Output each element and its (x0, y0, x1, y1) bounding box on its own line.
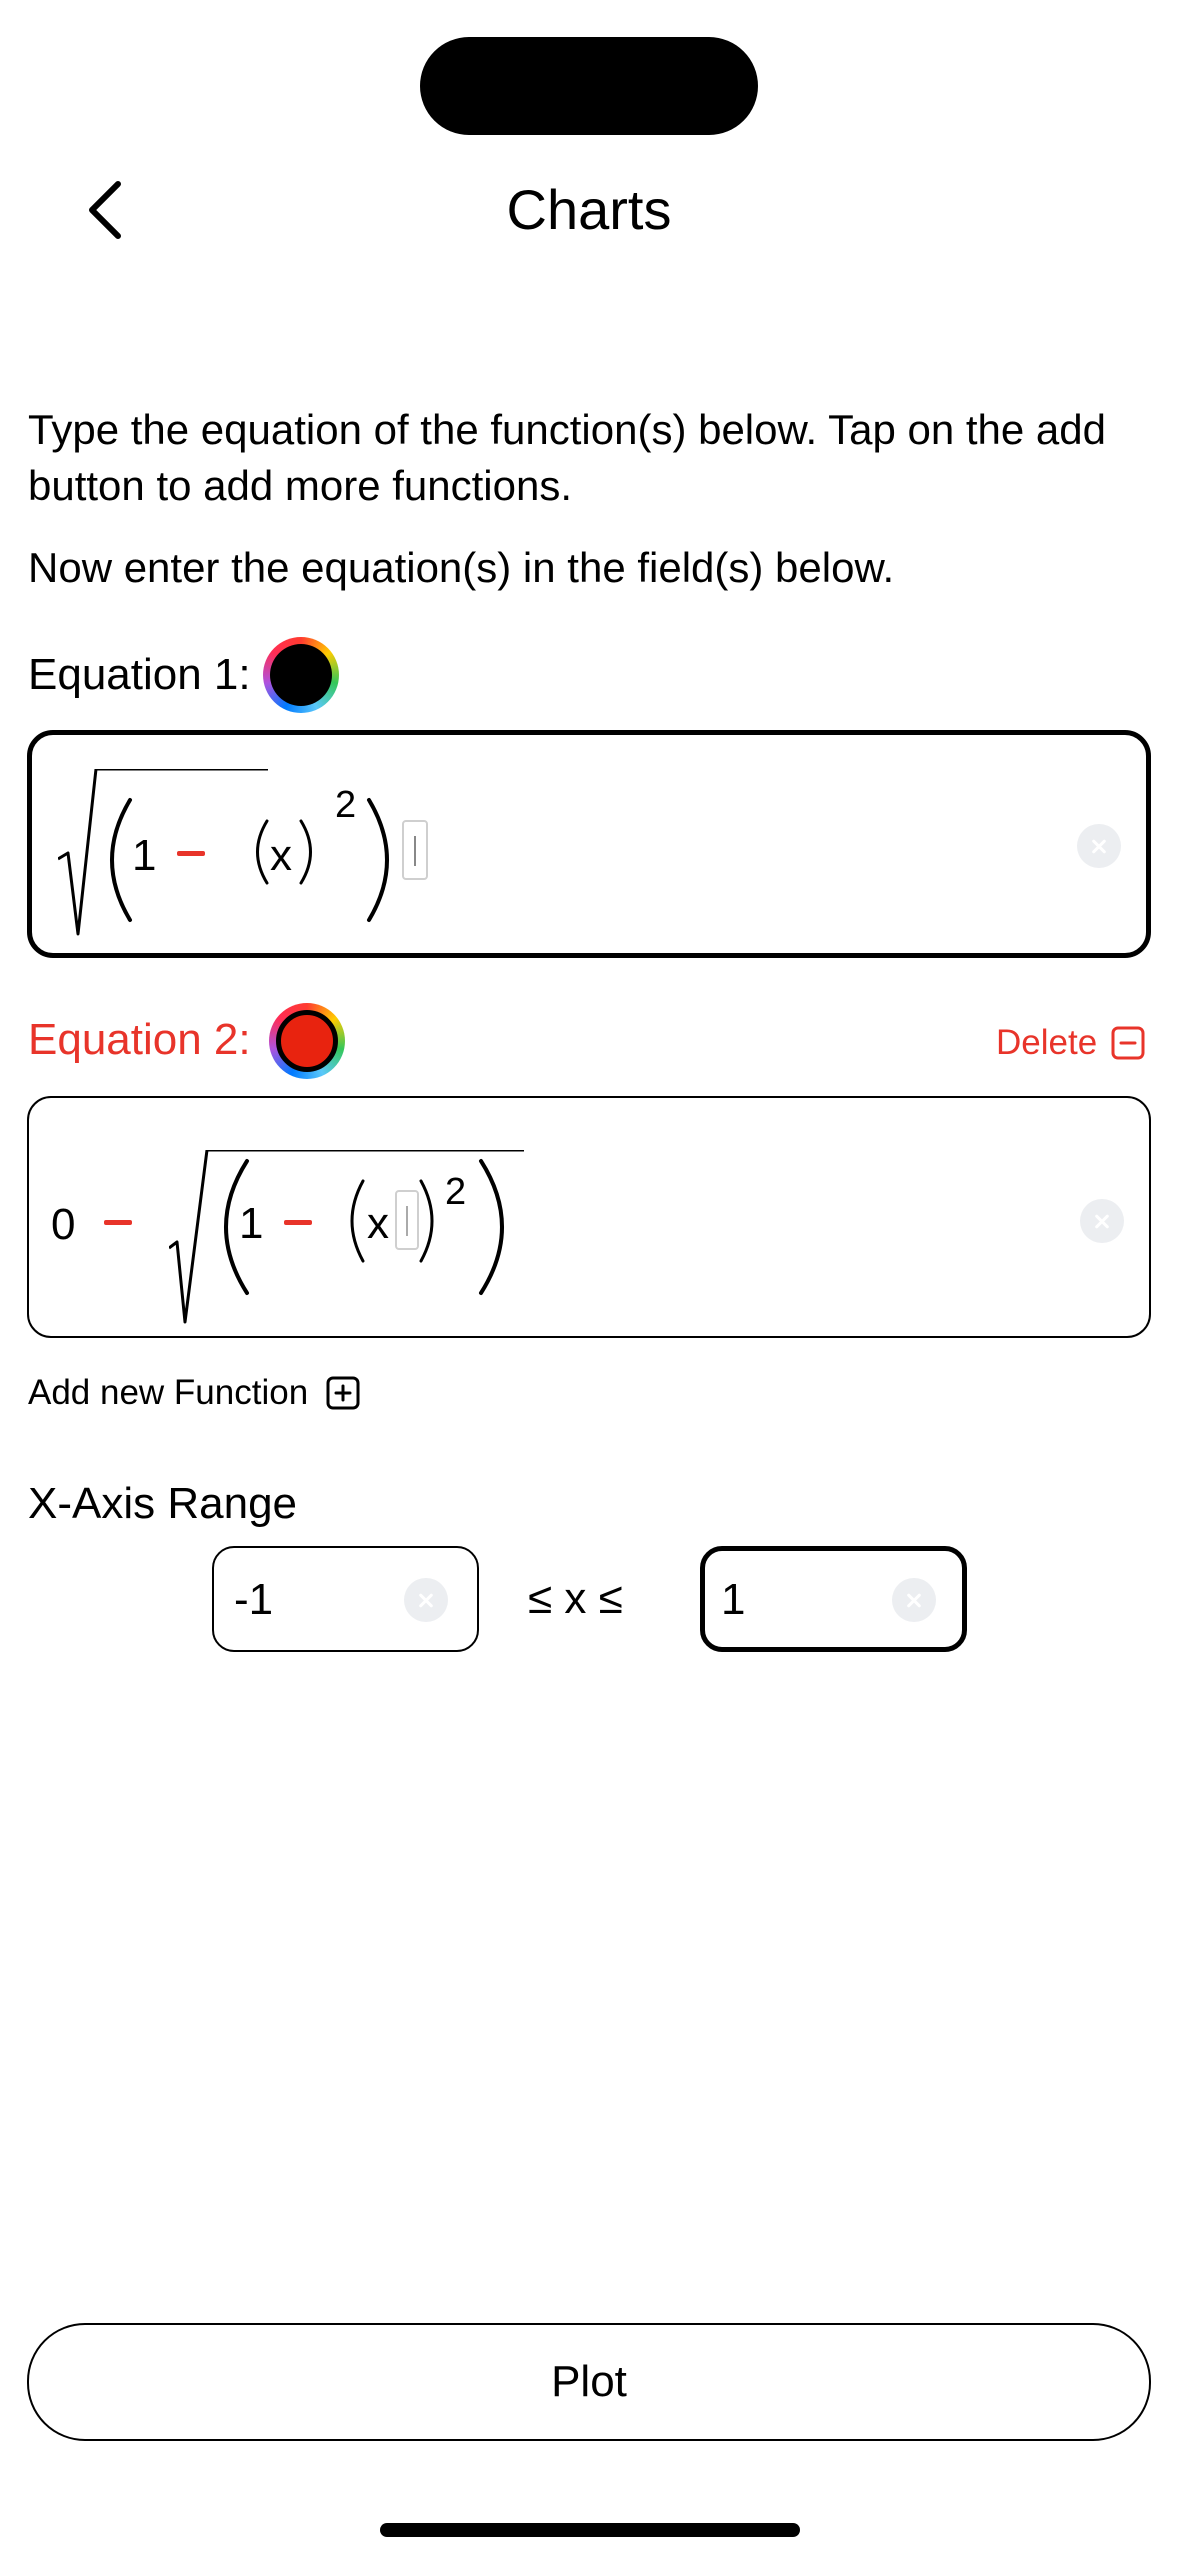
range-relation: ≤ x ≤ (528, 1574, 623, 1623)
x-max-value: 1 (721, 1575, 746, 1624)
clear-icon[interactable] (892, 1578, 936, 1622)
left-paren-small (343, 1176, 369, 1266)
equation-1-color-picker[interactable] (263, 637, 339, 713)
instructions-text: Type the equation of the function(s) below. Tap on the add button to add more functions. (28, 406, 1106, 509)
add-function-button[interactable] (28, 1371, 360, 1415)
color-wheel-icon (270, 644, 332, 706)
right-paren (361, 795, 401, 925)
text-cursor (402, 820, 428, 880)
color-wheel-icon (276, 1010, 338, 1072)
left-paren-small (250, 817, 272, 887)
right-paren-small (415, 1176, 441, 1266)
plot-button[interactable] (27, 2323, 1151, 2441)
page-title: Charts (506, 178, 672, 241)
add-function-label: Add new Function (28, 1373, 309, 1412)
plus-square-icon (326, 1376, 360, 1410)
minus-square-icon (1111, 1026, 1145, 1060)
equation-2-input[interactable] (27, 1096, 1151, 1338)
right-paren-small (296, 817, 318, 887)
delete-equation-button[interactable] (996, 1021, 1145, 1065)
equation-2-term-one: 1 (239, 1199, 264, 1248)
right-paren (471, 1156, 521, 1298)
equation-2-term-zero: 0 (51, 1200, 76, 1249)
equation-1-exponent: 2 (335, 784, 357, 826)
x-min-value: -1 (234, 1575, 274, 1624)
clear-icon[interactable] (1077, 824, 1121, 868)
equation-1-label: Equation 1: (28, 650, 251, 699)
dynamic-island (420, 37, 758, 135)
x-axis-range-label: X-Axis Range (28, 1479, 298, 1528)
equation-2-color-picker[interactable] (269, 1003, 345, 1079)
x-max-input[interactable] (700, 1546, 967, 1652)
equation-2-exponent: 2 (445, 1171, 467, 1213)
equation-2-variable: x (367, 1199, 389, 1248)
square-root-sign (58, 769, 278, 939)
equation-1-variable: x (270, 831, 292, 880)
minus-operator (104, 1220, 132, 1225)
plot-button-label: Plot (551, 2357, 627, 2406)
equation-2-label: Equation 2: (28, 1015, 251, 1064)
instructions-subtext: Now enter the equation(s) in the field(s) below. (28, 544, 895, 591)
clear-icon[interactable] (404, 1578, 448, 1622)
minus-operator (284, 1220, 312, 1225)
delete-label: Delete (996, 1023, 1098, 1062)
clear-icon[interactable] (1080, 1199, 1124, 1243)
equation-1-input[interactable] (27, 730, 1151, 958)
x-min-input[interactable] (212, 1546, 479, 1652)
home-indicator (380, 2523, 800, 2537)
equation-1-term-one: 1 (132, 831, 157, 880)
minus-operator (177, 851, 205, 856)
